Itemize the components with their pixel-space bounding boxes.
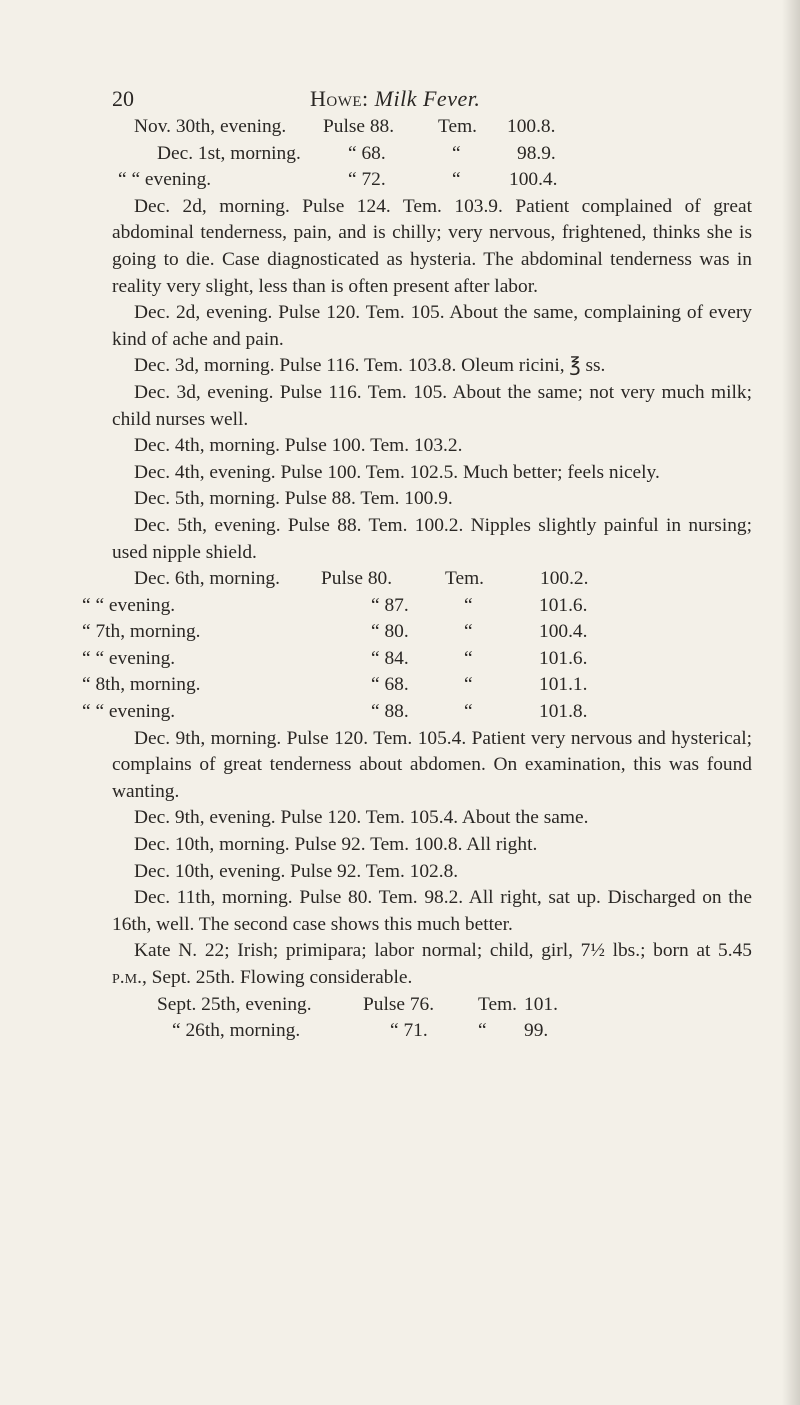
row-temp: 101.1. [539, 674, 588, 696]
row-temp: 101. [524, 993, 558, 1015]
table-row [82, 672, 752, 699]
paragraph-dec3-evening: Dec. 3d, evening. Pulse 116. Tem. 105. About the same; not very much milk; child nurses well. [112, 381, 752, 430]
paragraph-dec2-evening: Dec. 2d, evening. Pulse 120. Tem. 105. About the same, complaining of every kind of ache and pain. [112, 302, 752, 350]
table-row [112, 141, 752, 168]
row-tem: “ [464, 621, 473, 643]
row-pulse: “ 87. [371, 594, 409, 616]
row-temp: 100.2. [540, 568, 589, 590]
paragraph-dec11-morning: Dec. 11th, morning. Pulse 80. Tem. 98.2. All right, sat up. Discharged on the 16th, well. The second case shows this much better. [112, 887, 752, 935]
row-pulse: “ 88. [371, 701, 409, 723]
row-day: “ 26th, morning. [172, 1020, 301, 1042]
table-row [82, 699, 752, 726]
page-body [82, 114, 752, 1045]
page-number: 20 [112, 86, 134, 111]
row-pulse: Pulse 88. [323, 116, 395, 137]
vitals-table-dec6-dec8 [82, 566, 752, 726]
row-tem: “ [464, 674, 473, 696]
running-title [310, 86, 480, 112]
paragraph-dec10-morning: Dec. 10th, morning. Pulse 92. Tem. 100.8. All right. [134, 834, 538, 856]
running-header [0, 86, 800, 116]
row-tem: “ [452, 169, 461, 191]
paragraph-dec3-morning: Dec. 3d, morning. Pulse 116. Tem. 103.8. Oleum ricini, ℥ ss. [134, 355, 606, 377]
row-pulse: “ 72. [348, 169, 386, 191]
row-temp: 100.4. [539, 621, 588, 643]
row-pulse: “ 80. [371, 621, 409, 643]
row-day: “ 8th, morning. [82, 674, 201, 696]
row-tem: Tem. [478, 993, 518, 1015]
paragraph-dec2-morning: Dec. 2d, morning. Pulse 124. Tem. 103.9. Patient complained of great abdominal tenderness, pain, and is chilly; very nervous, frightened, thinks she is going to die. Case diagnosticated as hysteria. The abdominal tenderness was in reality very slight, less than is often present after labor. [112, 195, 752, 297]
row-tem: “ [464, 701, 473, 723]
row-temp: 99. [524, 1020, 549, 1042]
vitals-table-nov30-dec1 [112, 114, 752, 194]
article-title: Milk Fever. [374, 86, 481, 111]
paragraph-dec4-morning: Dec. 4th, morning. Pulse 100. Tem. 103.2. [134, 435, 463, 457]
table-row [112, 114, 752, 141]
table-row [82, 646, 752, 673]
row-temp: 100.4. [509, 169, 558, 191]
paragraph-dec4-evening: Dec. 4th, evening. Pulse 100. Tem. 102.5. Much better; feels nicely. [134, 461, 660, 483]
row-day: “ 7th, morning. [82, 621, 201, 643]
table-row [112, 1018, 752, 1045]
row-date: “ “ evening. [118, 169, 212, 191]
case-intro-text-end: , Sept. 25th. Flowing considerable. [141, 967, 413, 988]
row-day: Sept. 25th, evening. [157, 993, 312, 1015]
row-pulse: “ 68. [371, 674, 409, 696]
paragraph-dec10-evening: Dec. 10th, evening. Pulse 92. Tem. 102.8. [134, 860, 459, 882]
paragraph-dec5-morning: Dec. 5th, morning. Pulse 88. Tem. 100.9. [134, 488, 453, 510]
row-pulse: “ 71. [390, 1020, 428, 1042]
paragraph-dec9-evening: Dec. 9th, evening. Pulse 120. Tem. 105.4. About the same. [134, 807, 589, 829]
row-tem: Tem. [438, 116, 478, 137]
case-intro-text: Kate N. 22; Irish; primipara; labor normal; child, girl, 7½ lbs.; born at 5.45 [134, 940, 752, 962]
row-temp: 101.6. [539, 647, 588, 669]
row-day: “ “ evening. [82, 594, 176, 616]
row-pulse: “ 68. [348, 142, 386, 164]
row-tem: “ [478, 1020, 487, 1042]
row-tem: “ [464, 594, 473, 616]
row-temp: 100.8. [507, 116, 556, 137]
row-pulse: “ 84. [371, 647, 409, 669]
time-pm: p.m. [112, 967, 142, 988]
table-row [112, 566, 752, 593]
row-tem: “ [464, 647, 473, 669]
page-edge-shadow [782, 0, 800, 1405]
table-row [112, 167, 752, 194]
author-name: Howe [310, 86, 363, 111]
row-pulse: Pulse 80. [321, 568, 393, 590]
table-row [112, 992, 752, 1019]
paragraph-case-kate-n [112, 938, 752, 991]
paragraph-dec9-morning: Dec. 9th, morning. Pulse 120. Tem. 105.4. Patient very nervous and hysterical; complains of great tenderness about abdomen. On examination, this was found wanting. [112, 727, 752, 802]
row-tem: “ [452, 142, 461, 164]
row-day: Dec. 6th, morning. [134, 568, 280, 590]
table-row [82, 619, 752, 646]
title-separator: : [362, 86, 369, 111]
row-day: “ “ evening. [82, 701, 176, 723]
row-tem: Tem. [445, 568, 485, 590]
paragraph-dec5-evening: Dec. 5th, evening. Pulse 88. Tem. 100.2. Nipples slightly painful in nursing; used nipple shield. [112, 514, 752, 563]
row-day: “ “ evening. [82, 647, 176, 669]
row-pulse: Pulse 76. [363, 993, 435, 1015]
row-temp: 101.8. [539, 701, 588, 723]
vitals-table-sept25-26 [112, 992, 752, 1045]
row-date: Dec. 1st, morning. [157, 142, 301, 164]
table-row [82, 593, 752, 620]
row-temp: 98.9. [517, 142, 556, 164]
row-temp: 101.6. [539, 594, 588, 616]
row-date: Nov. 30th, evening. [134, 116, 287, 137]
